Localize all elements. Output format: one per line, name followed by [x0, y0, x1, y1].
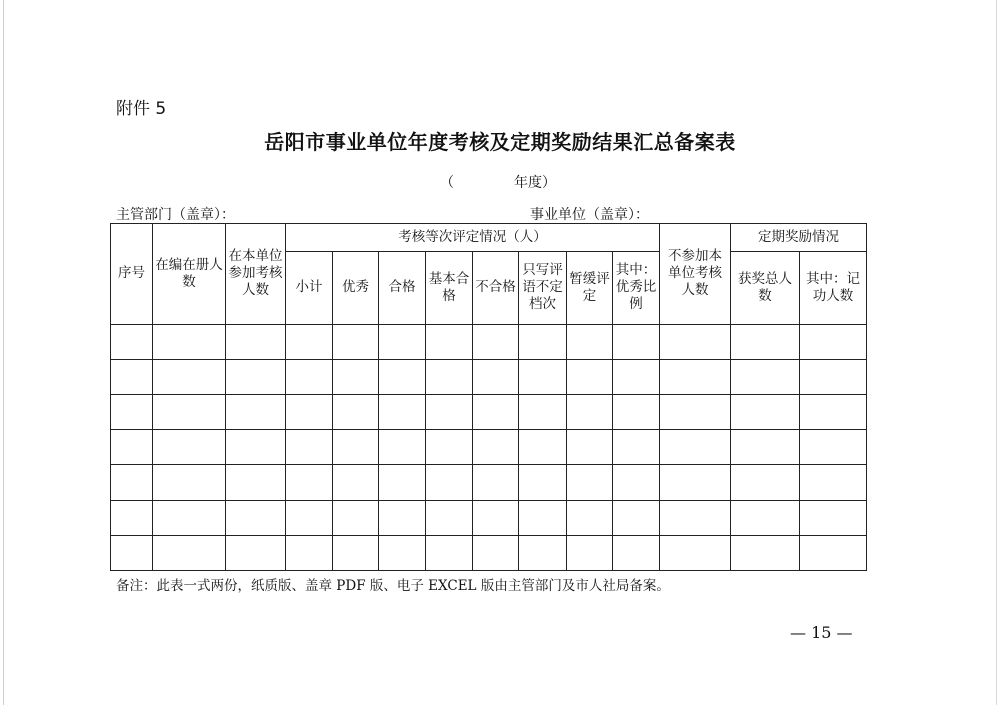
table-cell[interactable]: [800, 359, 867, 394]
table-cell[interactable]: [731, 500, 800, 535]
year-line: [440, 172, 556, 192]
table-cell[interactable]: [613, 535, 660, 570]
table-cell[interactable]: [660, 430, 731, 465]
header-award-group: 定期奖励情况: [731, 224, 867, 252]
header-rating-comment-only: 只写评语不定档次: [519, 252, 567, 324]
table-cell[interactable]: [473, 500, 519, 535]
table-cell[interactable]: [660, 324, 731, 359]
table-cell[interactable]: [660, 535, 731, 570]
header-non-participating: 不参加本单位考核人数: [660, 224, 731, 325]
table-cell[interactable]: [111, 500, 153, 535]
table-cell[interactable]: [613, 324, 660, 359]
table-cell[interactable]: [660, 465, 731, 500]
table-cell[interactable]: [333, 359, 379, 394]
table-cell[interactable]: [379, 535, 426, 570]
table-cell[interactable]: [473, 324, 519, 359]
table-cell[interactable]: [519, 535, 567, 570]
table-cell[interactable]: [473, 394, 519, 429]
table-cell[interactable]: [800, 394, 867, 429]
table-row: [111, 430, 867, 465]
document-title: 岳阳市事业单位年度考核及定期奖励结果汇总备案表: [264, 130, 736, 154]
table-row: [111, 394, 867, 429]
table-cell[interactable]: [379, 394, 426, 429]
table-cell[interactable]: [379, 359, 426, 394]
header-registered: 在编在册人数: [153, 224, 226, 325]
table-cell[interactable]: [333, 465, 379, 500]
header-rating-unqualified: 不合格: [473, 252, 519, 324]
header-participating: 在本单位参加考核人数: [226, 224, 286, 325]
table-cell[interactable]: [567, 324, 613, 359]
table-cell[interactable]: [226, 359, 286, 394]
table-cell[interactable]: [153, 394, 226, 429]
table-row: [111, 359, 867, 394]
table-cell[interactable]: [660, 359, 731, 394]
table-cell[interactable]: [473, 465, 519, 500]
table-cell[interactable]: [426, 359, 473, 394]
summary-table-wrapper: [110, 223, 866, 571]
header-seq: 序号: [111, 224, 153, 325]
footnote: 备注：此表一式两份，纸质版、盖章 PDF 版、电子 EXCEL 版由主管部门及市人社局备案。: [116, 578, 670, 594]
table-cell[interactable]: [731, 394, 800, 429]
table-cell[interactable]: [731, 535, 800, 570]
table-cell[interactable]: [379, 324, 426, 359]
table-cell[interactable]: [613, 465, 660, 500]
table-cell[interactable]: [333, 500, 379, 535]
header-rating-excellent-ratio: 其中：优秀比例: [613, 252, 660, 324]
table-cell[interactable]: [567, 500, 613, 535]
table-cell[interactable]: [800, 500, 867, 535]
table-cell[interactable]: [426, 394, 473, 429]
table-cell[interactable]: [226, 465, 286, 500]
table-cell[interactable]: [379, 430, 426, 465]
header-rating-qualified: 合格: [379, 252, 426, 324]
header-rating-group: 考核等次评定情况（人）: [286, 224, 660, 252]
table-cell[interactable]: [519, 500, 567, 535]
table-cell[interactable]: [731, 359, 800, 394]
table-cell[interactable]: [226, 535, 286, 570]
table-cell[interactable]: [519, 394, 567, 429]
table-cell[interactable]: [111, 359, 153, 394]
department-label: 主管部门（盖章）：: [116, 207, 235, 223]
table-cell[interactable]: [567, 394, 613, 429]
table-cell[interactable]: [153, 359, 226, 394]
table-cell[interactable]: [379, 500, 426, 535]
table-cell[interactable]: [153, 500, 226, 535]
header-rating-subtotal: 小计: [286, 252, 333, 324]
table-cell[interactable]: [286, 359, 333, 394]
table-cell[interactable]: [379, 465, 426, 500]
table-cell[interactable]: [519, 465, 567, 500]
table-cell[interactable]: [286, 535, 333, 570]
table-cell[interactable]: [333, 535, 379, 570]
table-cell[interactable]: [286, 430, 333, 465]
header-award-merit: 其中：记功人数: [800, 252, 867, 324]
table-cell[interactable]: [473, 535, 519, 570]
table-row: [111, 324, 867, 359]
table-cell[interactable]: [660, 500, 731, 535]
table-cell[interactable]: [333, 324, 379, 359]
table-cell[interactable]: [800, 465, 867, 500]
table-row: [111, 500, 867, 535]
table-cell[interactable]: [153, 430, 226, 465]
table-body: [111, 324, 867, 570]
table-cell[interactable]: [226, 394, 286, 429]
table-cell[interactable]: [426, 430, 473, 465]
table-cell[interactable]: [226, 500, 286, 535]
table-cell[interactable]: [153, 324, 226, 359]
table-cell[interactable]: [153, 535, 226, 570]
table-cell[interactable]: [519, 359, 567, 394]
table-cell[interactable]: [660, 394, 731, 429]
table-cell[interactable]: [567, 465, 613, 500]
table-cell[interactable]: [111, 324, 153, 359]
table-cell[interactable]: [473, 430, 519, 465]
table-cell[interactable]: [473, 359, 519, 394]
table-cell[interactable]: [286, 324, 333, 359]
table-cell[interactable]: [226, 324, 286, 359]
unit-label: 事业单位（盖章）：: [530, 207, 649, 223]
table-cell[interactable]: [731, 465, 800, 500]
attachment-label: 附件 5: [116, 99, 167, 119]
header-rating-basic: 基本合格: [426, 252, 473, 324]
header-award-total: 获奖总人数: [731, 252, 800, 324]
table-cell[interactable]: [111, 465, 153, 500]
table-cell[interactable]: [613, 359, 660, 394]
table-cell[interactable]: [613, 500, 660, 535]
table-cell[interactable]: [567, 535, 613, 570]
table-row: [111, 465, 867, 500]
table-cell[interactable]: [800, 324, 867, 359]
table-cell[interactable]: [426, 465, 473, 500]
header-rating-excellent: 优秀: [333, 252, 379, 324]
table-cell[interactable]: [426, 535, 473, 570]
table-cell[interactable]: [800, 535, 867, 570]
table-cell[interactable]: [567, 359, 613, 394]
table-cell[interactable]: [731, 324, 800, 359]
table-cell[interactable]: [333, 430, 379, 465]
table-cell[interactable]: [731, 430, 800, 465]
table-cell[interactable]: [111, 394, 153, 429]
page-number: — 15 —: [790, 623, 853, 642]
table-cell[interactable]: [426, 324, 473, 359]
table-cell[interactable]: [153, 465, 226, 500]
year-open-paren: （: [440, 175, 454, 191]
table-cell[interactable]: [426, 500, 473, 535]
header-rating-deferred: 暂缓评定: [567, 252, 613, 324]
table-cell[interactable]: [286, 500, 333, 535]
table-cell[interactable]: [226, 430, 286, 465]
table-cell[interactable]: [567, 430, 613, 465]
summary-table: [110, 223, 867, 571]
table-cell[interactable]: [519, 324, 567, 359]
table-cell[interactable]: [519, 430, 567, 465]
table-cell[interactable]: [286, 465, 333, 500]
table-row: [111, 535, 867, 570]
table-cell[interactable]: [333, 394, 379, 429]
table-cell[interactable]: [613, 394, 660, 429]
table-cell[interactable]: [286, 394, 333, 429]
table-cell[interactable]: [613, 430, 660, 465]
table-cell[interactable]: [111, 430, 153, 465]
table-cell[interactable]: [111, 535, 153, 570]
table-cell[interactable]: [800, 430, 867, 465]
year-text: 年度）: [514, 175, 556, 191]
